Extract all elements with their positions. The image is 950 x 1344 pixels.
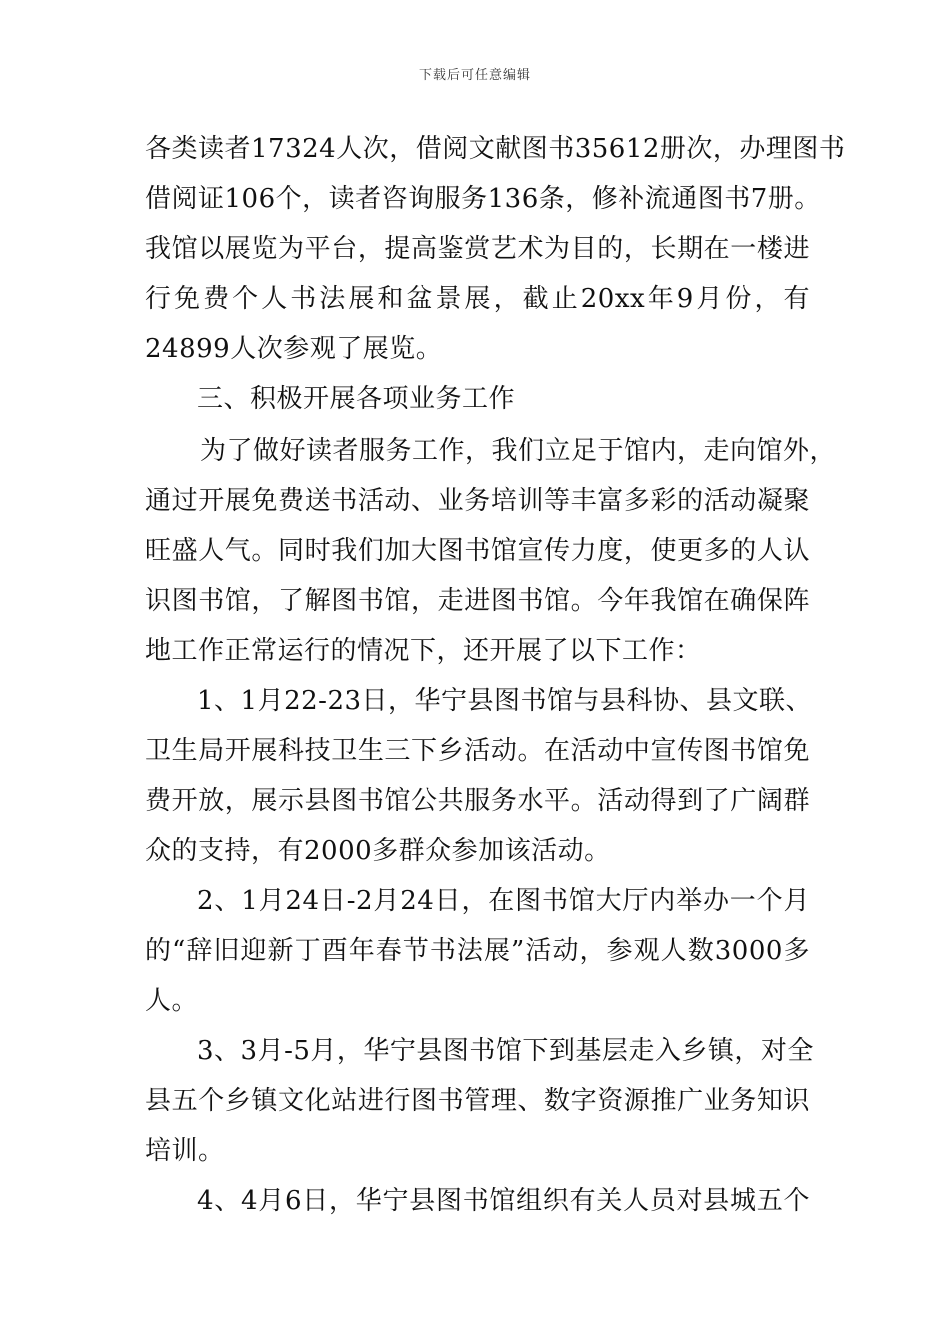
text-line: 卫生局开展科技卫生三下乡活动。在活动中宣传图书馆免: [145, 736, 810, 766]
text-line: 地工作正常运行的情况下，还开展了以下工作：: [145, 636, 702, 666]
text-line: 县五个乡镇文化站进行图书管理、数字资源推广业务知识: [145, 1086, 810, 1116]
list-item: 2、1月24日-2月24日，在图书馆大厅内举办一个月: [197, 886, 810, 916]
text-line: 各类读者17324人次，借阅文献图书35612册次，办理图书: [145, 134, 846, 164]
list-item: 3、3月-5月，华宁县图书馆下到基层走入乡镇，对全: [197, 1036, 814, 1066]
text-line: 的“辞旧迎新丁酉年春节书法展”活动，参观人数3000多: [145, 936, 810, 966]
list-item: 4、4月6日，华宁县图书馆组织有关人员对县城五个: [197, 1186, 810, 1216]
text-line: 识图书馆，了解图书馆，走进图书馆。今年我馆在确保阵: [145, 586, 810, 616]
text-line: 通过开展免费送书活动、业务培训等丰富多彩的活动凝聚: [145, 486, 810, 516]
text-line: 众的支持，有2000多群众参加该活动。: [145, 836, 611, 866]
section-heading: 三、积极开展各项业务工作: [197, 384, 516, 414]
text-line: 24899人次参观了展览。: [145, 334, 443, 364]
text-line: 为了做好读者服务工作，我们立足于馆内，走向馆外，: [200, 436, 837, 466]
page-header: 下载后可任意编辑: [418, 68, 531, 83]
text-line: 借阅证106个，读者咨询服务136条，修补流通图书7册。: [145, 184, 821, 214]
text-line: 人。: [145, 986, 199, 1016]
text-line: 行免费个人书法展和盆景展，截止20xx年9月份，有: [145, 284, 810, 314]
text-line: 培训。: [145, 1136, 225, 1166]
list-item: 1、1月22-23日，华宁县图书馆与县科协、县文联、: [197, 686, 813, 716]
text-line: 费开放，展示县图书馆公共服务水平。活动得到了广阔群: [145, 786, 810, 816]
text-line: 旺盛人气。同时我们加大图书馆宣传力度，使更多的人认: [145, 536, 810, 566]
text-line: 我馆以展览为平台，提高鉴赏艺术为目的，长期在一楼进: [145, 234, 810, 264]
